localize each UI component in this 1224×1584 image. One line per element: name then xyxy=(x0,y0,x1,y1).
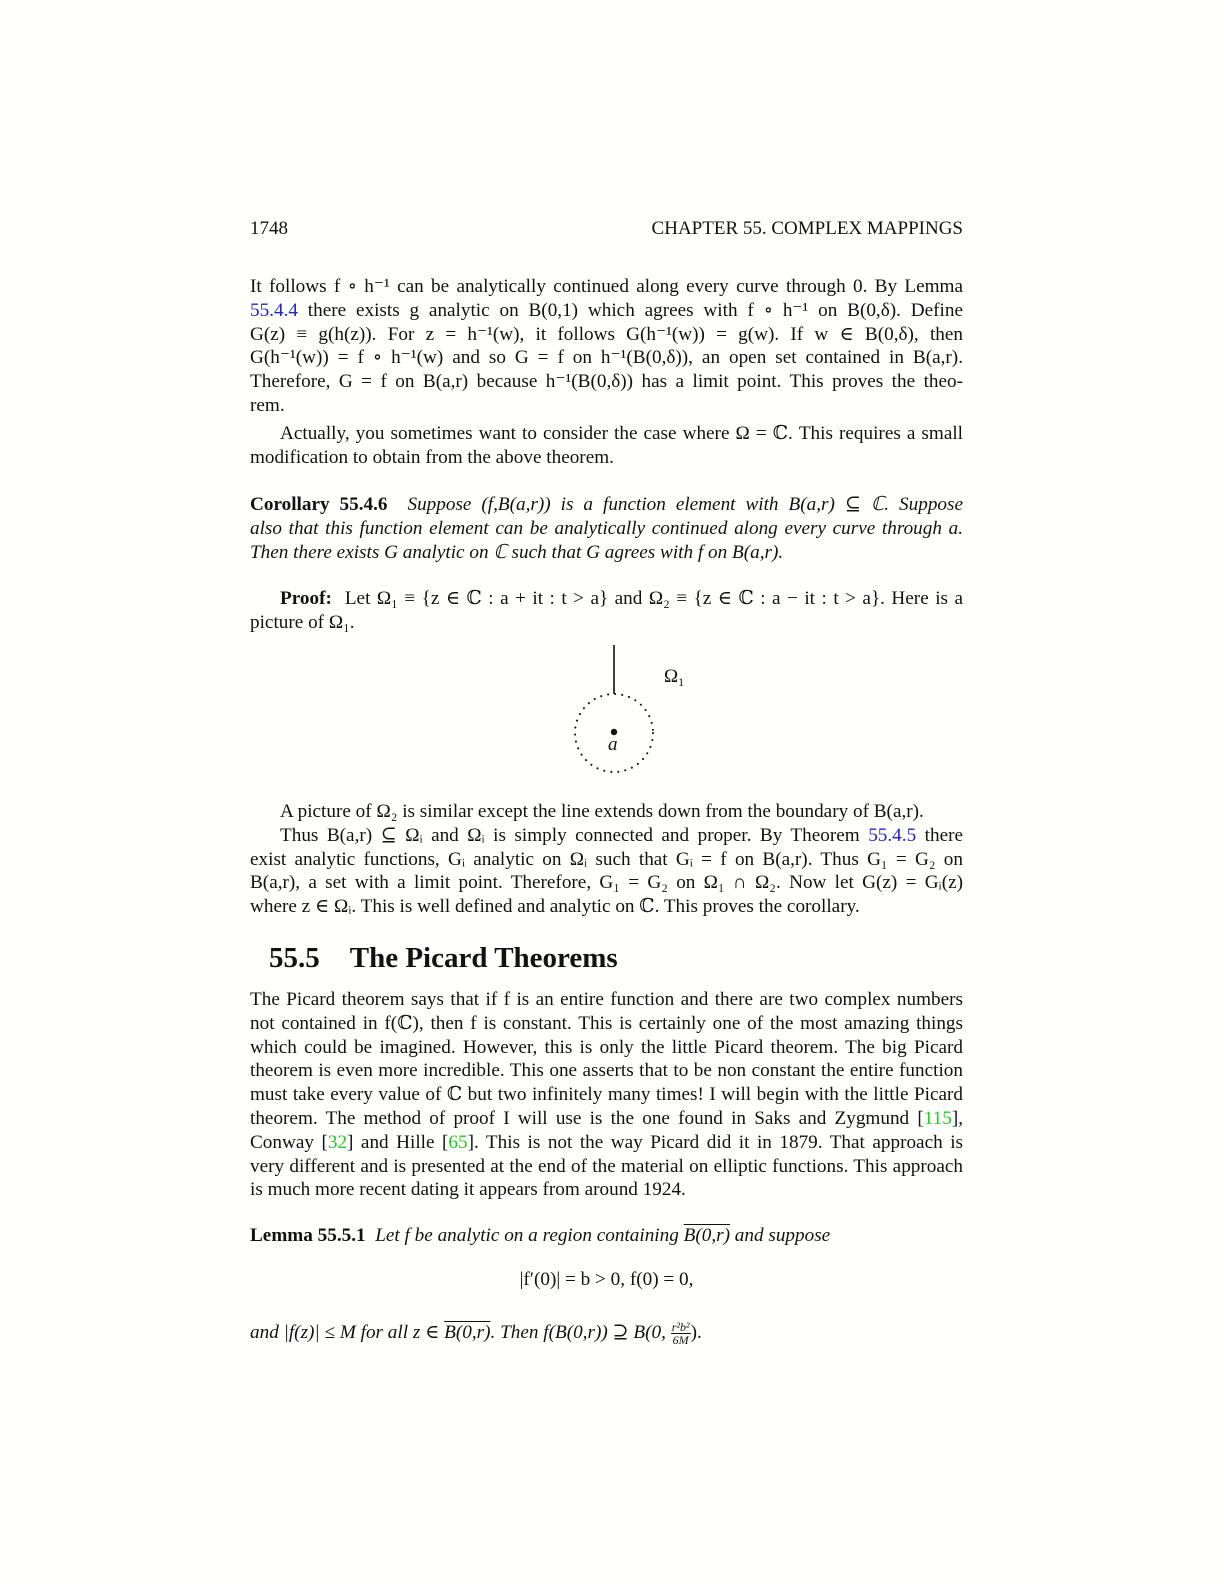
text-line: Then there exists G analytic on ℂ such that G agrees with f on B(a,r). xyxy=(250,541,784,563)
page-number: 1748 xyxy=(250,218,288,239)
figure-svg xyxy=(570,640,700,780)
corollary xyxy=(250,493,963,564)
text-line: theorem is even more incredible. This one asserts that to be non constant the entire function xyxy=(250,1060,963,1082)
point-label: a xyxy=(608,734,618,755)
text-line xyxy=(250,1224,963,1248)
corollary-label: Corollary 55.4.6 xyxy=(250,494,388,515)
section-number: 55.5 xyxy=(269,942,320,974)
section-heading xyxy=(269,942,618,975)
text-line: Therefore, G = f on B(a,r) because h⁻¹(B(0,δ)) has a limit point. This proves the theo- xyxy=(250,371,963,393)
text-fragment: theorem. The method of proof I will use is the one found in Saks and Zygmund [ xyxy=(250,1107,924,1129)
text-line: also that this function element can be analytically continued along every curve through a. xyxy=(250,517,963,539)
text-line: Actually, you sometimes want to consider the case where Ω = ℂ. This requires a small xyxy=(280,423,963,444)
text-fragment: and suppose xyxy=(734,1225,831,1246)
text-fragment: ). xyxy=(690,1322,702,1343)
text-fragment: Let f be analytic on a region containing xyxy=(375,1225,679,1246)
text-fragment: and |f(z)| ≤ M for all z ∈ xyxy=(250,1322,440,1343)
text-line: B(a,r), a set with a limit point. Therefore, G₁ = G₂ on Ω₁ ∩ Ω₂. Now let G(z) = Gᵢ(z) xyxy=(250,872,963,894)
running-header xyxy=(250,218,963,240)
text-line: not contained in f(ℂ), then f is constant. This is certainly one of the most amazing things xyxy=(250,1012,963,1034)
text-line xyxy=(250,824,963,848)
text-line: rem. xyxy=(250,394,285,416)
closed-ball: B(0,r) xyxy=(683,1225,730,1246)
text-fragment: Thus B(a,r) ⊆ Ωᵢ and Ωᵢ is simply connected and proper. By Theorem xyxy=(280,824,860,846)
text-line xyxy=(250,299,963,323)
text-line: modification to obtain from the above theorem. xyxy=(250,446,614,468)
display-equation xyxy=(250,1268,963,1292)
equation: |f′(0)| = b > 0, f(0) = 0, xyxy=(519,1269,694,1290)
text-line: It follows f ∘ h⁻¹ can be analytically continued along every curve through 0. By Lemma xyxy=(250,276,963,297)
fraction-numerator: r²b² xyxy=(671,1320,690,1335)
lemma-reference-link[interactable]: 55.4.4 xyxy=(250,299,298,321)
fraction xyxy=(671,1321,691,1346)
text-line xyxy=(250,1320,702,1348)
region-symbol: Ω xyxy=(664,666,679,687)
text-fragment: there xyxy=(924,824,964,846)
text-line: picture of Ω₁. xyxy=(250,611,355,633)
actually-paragraph xyxy=(250,422,963,470)
text-line: very different and is presented at the end of the material on elliptic functions. This approach xyxy=(250,1155,963,1177)
closed-ball: B(0,r) xyxy=(444,1322,491,1343)
section-title: The Picard Theorems xyxy=(349,942,618,974)
region-subscript: 1 xyxy=(678,675,685,689)
after-figure-paragraph xyxy=(250,800,963,919)
text-line: must take every value of ℂ but two infinitely many times! I will begin with the little Picard xyxy=(250,1084,963,1106)
chapter-title: CHAPTER 55. COMPLEX MAPPINGS xyxy=(651,218,963,239)
text-fragment: Suppose (f,B(a,r)) is a function element with B(a,r) ⊆ ℂ. Suppose xyxy=(407,494,963,515)
text-line: A picture of Ω₂ is similar except the line extends down from the boundary of B(a,r). xyxy=(280,801,924,822)
lemma xyxy=(250,1224,963,1248)
text-line: which could be imagined. However, this is only the little Picard theorem. The big Picard xyxy=(250,1036,963,1058)
text-fragment: there exists g analytic on B(0,1) which agrees with f ∘ h⁻¹ on B(0,δ). Define xyxy=(307,299,963,321)
citation-link[interactable]: 32 xyxy=(327,1131,348,1153)
proof-label: Proof: xyxy=(280,588,332,609)
text-line xyxy=(250,1107,963,1131)
text-line: The Picard theorem says that if f is an entire function and there are two complex numbers xyxy=(250,989,963,1010)
text-line: G(z) ≡ g(h(z)). For z = h⁻¹(w), it follows G(h⁻¹(w)) = g(w). If w ∈ B(0,δ), then xyxy=(250,323,963,345)
text-line: is much more recent dating it appears from around 1924. xyxy=(250,1179,686,1201)
intro-paragraph xyxy=(250,275,963,418)
citation-link[interactable]: 115 xyxy=(923,1107,952,1129)
proof-paragraph xyxy=(250,587,963,635)
picard-paragraph xyxy=(250,988,963,1202)
text-line xyxy=(250,493,963,517)
text-line: where z ∈ Ωᵢ. This is well defined and analytic on ℂ. This proves the corollary. xyxy=(250,896,860,918)
text-line: G(h⁻¹(w)) = f ∘ h⁻¹(w) and so G = f on h⁻¹(B(0,δ)), an open set contained in B(a,r). xyxy=(250,347,963,369)
text-fragment: Let Ω₁ ≡ {z ∈ ℂ : a + it : t > a} and Ω₂ ≡ {z ∈ ℂ : a − it : t > a}. Here is a xyxy=(344,588,963,609)
omega1-figure xyxy=(570,640,700,780)
text-line: exist analytic functions, Gᵢ analytic on Ωᵢ such that Gᵢ = f on B(a,r). Thus G₁ = G₂ on xyxy=(250,848,963,870)
theorem-reference-link[interactable]: 55.4.5 xyxy=(868,824,917,846)
lemma-label: Lemma 55.5.1 xyxy=(250,1225,366,1246)
fraction-denominator: 6M xyxy=(672,1333,689,1348)
text-line xyxy=(250,1131,963,1155)
region-label xyxy=(664,666,684,688)
citation-link[interactable]: 65 xyxy=(448,1131,468,1153)
text-line xyxy=(250,587,963,611)
text-fragment: . Then f(B(0,r)) ⊇ B(0, xyxy=(490,1322,666,1343)
lemma-conclusion xyxy=(250,1321,963,1346)
text-fragment: ] and Hille [ xyxy=(347,1131,449,1153)
text-fragment: ]. This is not the way Picard did it in 1879. That approach is xyxy=(467,1131,963,1153)
text-fragment: ], xyxy=(951,1107,963,1129)
text-fragment: Conway [ xyxy=(250,1131,328,1153)
